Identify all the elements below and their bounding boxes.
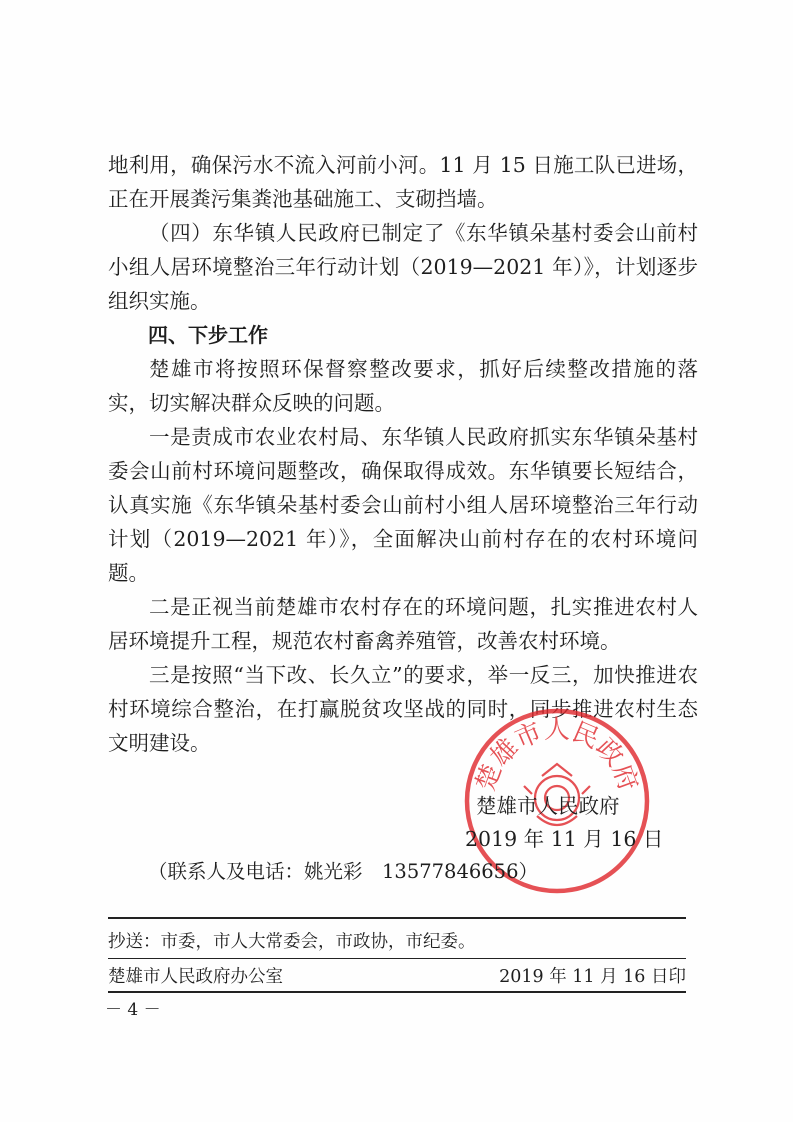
body-text bbox=[108, 148, 698, 760]
paragraph-first-task: 一是责成市农业农村局、东华镇人民政府抓实东华镇朵基村委会山前村环境问题整改，确保取得成效。东华镇要长短结合，认真实施《东华镇朵基村委会山前村小组人居环境整治三年行动计划（2019—2021 年）》，全面解决山前村存在的农村环境问题。 bbox=[108, 425, 698, 585]
contact-info: （联系人及电话：姚光彩 13577846656） bbox=[148, 860, 538, 883]
footer-top-rule bbox=[108, 917, 686, 919]
footer-middle-rule bbox=[108, 958, 686, 959]
signature-date: 2019 年 11 月 16 日 bbox=[465, 827, 664, 851]
paragraph-item-four: （四）东华镇人民政府已制定了《东华镇朵基村委会山前村小组人居环境整治三年行动计划（2019—2021 年）》，计划逐步组织实施。 bbox=[108, 221, 698, 313]
paragraph-second-task: 二是正视当前楚雄市农村存在的环境问题，扎实推进农村人居环境提升工程，规范农村畜禽养殖管，改善农村环境。 bbox=[108, 595, 698, 653]
footer-bottom-rule bbox=[108, 991, 686, 993]
section-heading: 四、下步工作 bbox=[148, 323, 268, 347]
cc-list: 抄送：市委，市人大常委会，市政协，市纪委。 bbox=[108, 932, 476, 952]
page-number: － 4 － bbox=[105, 1000, 161, 1020]
paragraph-third-task: 三是按照“当下改、长久立”的要求，举一反三，加快推进农村环境综合整治，在打赢脱贫攻坚战的同时，同步推进农村生态文明建设。 bbox=[108, 663, 698, 755]
seal-text: 楚雄市人民政府 bbox=[470, 715, 644, 795]
print-date: 2019 年 11 月 16 日印 bbox=[499, 967, 686, 987]
paragraph-intro: 楚雄市将按照环保督察整改要求，抓好后续整改措施的落实，切实解决群众反映的问题。 bbox=[108, 357, 698, 415]
signature-org: 楚雄市人民政府 bbox=[476, 794, 620, 818]
paragraph-continuation: 地利用，确保污水不流入河前小河。11 月 15 日施工队已进场，正在开展粪污集粪池基础施工、支砌挡墙。 bbox=[108, 153, 698, 211]
issuer: 楚雄市人民政府办公室 bbox=[108, 967, 283, 987]
